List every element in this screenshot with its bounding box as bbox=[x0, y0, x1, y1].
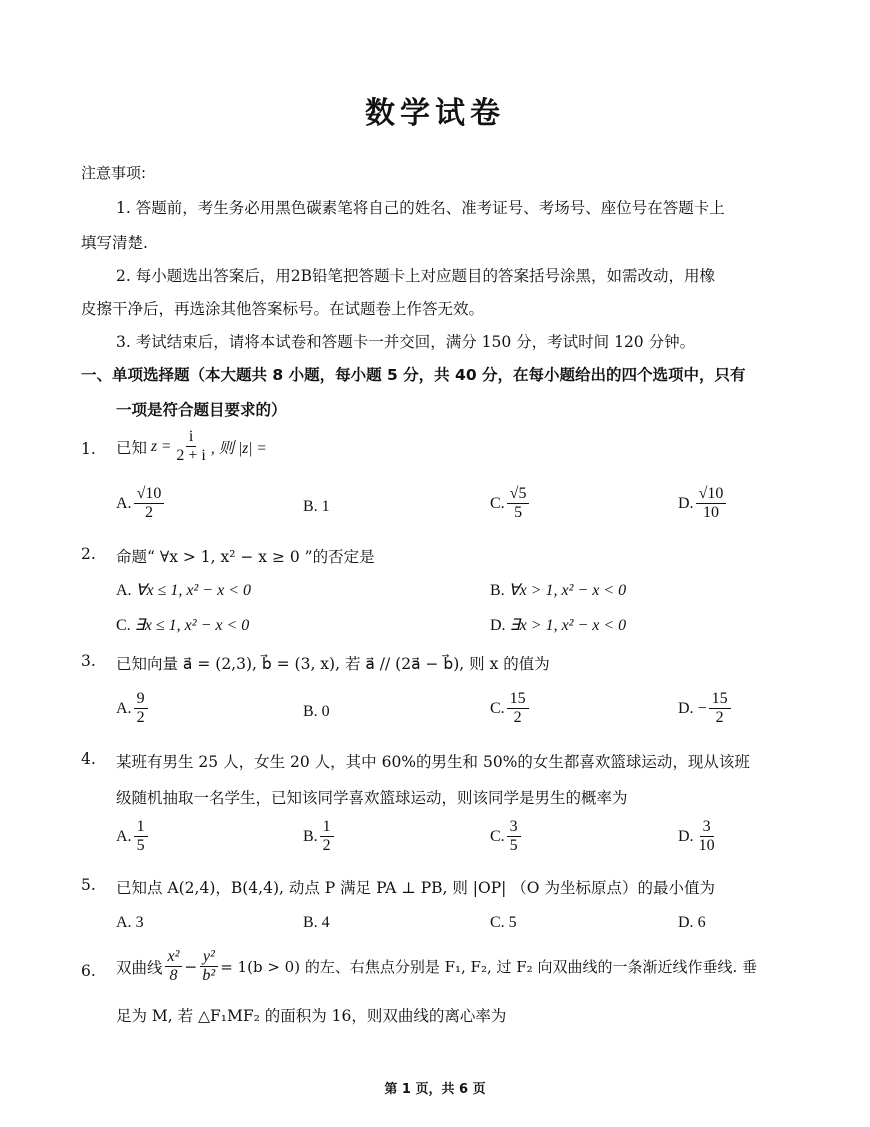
q3-option-b-label: B. bbox=[303, 703, 318, 720]
q5-option-b bbox=[303, 914, 330, 932]
q6-fraction-1-num: x² bbox=[165, 948, 183, 967]
q2-option-c-text: ∃x ≤ 1, x² − x < 0 bbox=[134, 617, 250, 634]
q3-option-c-label: C. bbox=[490, 699, 505, 717]
q5-number: 5. bbox=[81, 876, 96, 894]
q5-option-b-text: 4 bbox=[321, 914, 330, 931]
q4-option-a-fraction bbox=[134, 818, 148, 856]
q2-stem: 命题“ ∀x > 1, x² − x ≥ 0 ”的否定是 bbox=[116, 548, 375, 566]
q1-option-d-num: √10 bbox=[696, 485, 727, 504]
q3-option-a-num: 9 bbox=[134, 690, 148, 709]
q1-option-b-label: B. bbox=[303, 498, 318, 515]
q2-option-a-text: ∀x ≤ 1, x² − x < 0 bbox=[135, 582, 251, 599]
q5-option-c-text: 5 bbox=[508, 914, 517, 931]
q1-stem-suffix: , 则 |z| = bbox=[210, 439, 267, 457]
q1-option-a-label: A. bbox=[116, 494, 132, 512]
q3-option-a bbox=[116, 690, 150, 728]
q3-option-d-label: D. bbox=[678, 699, 694, 717]
q1-option-d-fraction bbox=[696, 485, 727, 523]
q2-option-d-label: D. bbox=[490, 617, 506, 634]
q4-option-b bbox=[303, 818, 336, 856]
q1-option-d-den: 10 bbox=[702, 504, 719, 522]
q4-option-a-den: 5 bbox=[136, 837, 145, 855]
q3-option-b bbox=[303, 703, 330, 721]
q6-stem bbox=[116, 948, 757, 986]
q3-option-d-fraction bbox=[709, 690, 731, 728]
q3-option-c-num: 15 bbox=[507, 690, 529, 709]
q5-option-a-label: A. bbox=[116, 914, 132, 931]
q1-stem-prefix: 已知 bbox=[116, 438, 148, 457]
q2-option-a-label: A. bbox=[116, 582, 132, 599]
q4-option-c-fraction bbox=[507, 818, 521, 856]
q4-option-b-num: 1 bbox=[320, 818, 334, 837]
q3-option-d bbox=[678, 690, 733, 728]
notice-item-2-line1: 2. 每小题选出答案后，用2B铅笔把答题卡上对应题目的答案括号涂黑，如需改动，用橡 bbox=[116, 267, 715, 285]
q1-option-d-label: D. bbox=[678, 494, 694, 512]
q4-number: 4. bbox=[81, 750, 96, 768]
q6-fraction-2-num: y² bbox=[200, 948, 218, 967]
q4-option-d-label: D. bbox=[678, 827, 694, 845]
q3-option-c-den: 2 bbox=[513, 709, 522, 727]
q4-option-b-label: B. bbox=[303, 827, 318, 845]
notice-heading: 注意事项: bbox=[81, 164, 147, 182]
q3-option-d-prefix: − bbox=[697, 699, 707, 717]
q5-option-b-label: B. bbox=[303, 914, 318, 931]
q5-option-c-label: C. bbox=[490, 914, 505, 931]
q3-option-b-text: 0 bbox=[321, 703, 330, 720]
q1-option-c-num: √5 bbox=[507, 485, 530, 504]
q3-option-c bbox=[490, 690, 531, 728]
q2-option-d bbox=[490, 615, 626, 635]
q5-option-d-label: D. bbox=[678, 914, 694, 931]
q3-option-a-fraction bbox=[134, 690, 148, 728]
q4-option-a-num: 1 bbox=[134, 818, 148, 837]
q4-line1: 某班有男生 25 人，女生 20 人，其中 60%的男生和 50%的女生都喜欢篮球运动，现从该班 bbox=[116, 753, 750, 771]
q3-stem: 已知向量 a⃗ = (2,3), b⃗ = (3, x), 若 a⃗ // (2a⃗ − b⃗), 则 x 的值为 bbox=[116, 655, 550, 673]
q1-option-c bbox=[490, 485, 531, 523]
q3-option-d-num: 15 bbox=[709, 690, 731, 709]
q5-stem: 已知点 A(2,4)，B(4,4), 动点 P 满足 PA ⊥ PB, 则 |OP| （O 为坐标原点）的最小值为 bbox=[116, 879, 715, 897]
q5-option-d-text: 6 bbox=[697, 914, 706, 931]
q3-option-c-fraction bbox=[507, 690, 529, 728]
q2-option-b-text: ∀x > 1, x² − x < 0 bbox=[508, 582, 627, 599]
q4-option-d bbox=[678, 818, 720, 856]
q2-number: 2. bbox=[81, 545, 96, 563]
page-title: 数学试卷 bbox=[365, 96, 505, 131]
q3-option-d-den: 2 bbox=[715, 709, 724, 727]
q1-option-c-label: C. bbox=[490, 494, 505, 512]
q4-option-d-num: 3 bbox=[700, 818, 714, 837]
q1-fraction-numerator: i bbox=[186, 428, 196, 447]
q6-fraction-2 bbox=[199, 948, 218, 986]
section-heading-line1: 一、单项选择题（本大题共 8 小题，每小题 5 分，共 40 分，在每小题给出的四个选项中，只有 bbox=[81, 366, 746, 384]
q5-option-a-text: 3 bbox=[135, 914, 144, 931]
q2-option-d-text: ∃x > 1, x² − x < 0 bbox=[509, 617, 627, 634]
q6-line2: 足为 M, 若 △F₁MF₂ 的面积为 16，则双曲线的离心率为 bbox=[116, 1007, 507, 1025]
notice-item-1-line1: 1. 答题前，考生务必用黑色碳素笔将自己的姓名、准考证号、考场号、座位号在答题卡上 bbox=[116, 199, 725, 217]
section-heading-line2: 一项是符合题目要求的） bbox=[116, 401, 287, 419]
page-footer: 第 1 页，共 6 页 bbox=[384, 1082, 486, 1097]
q4-option-c-label: C. bbox=[490, 827, 505, 845]
q2-option-b-label: B. bbox=[490, 582, 505, 599]
notice-item-1-line2: 填写清楚. bbox=[81, 234, 148, 252]
q1-stem bbox=[116, 428, 267, 466]
q1-option-a bbox=[116, 485, 166, 523]
q4-option-a bbox=[116, 818, 150, 856]
q1-number: 1. bbox=[81, 440, 96, 458]
q1-option-c-den: 5 bbox=[514, 504, 523, 522]
q1-option-c-fraction bbox=[507, 485, 530, 523]
q1-option-d bbox=[678, 485, 728, 523]
q3-number: 3. bbox=[81, 652, 96, 670]
q4-option-d-den: 10 bbox=[698, 837, 715, 855]
notice-item-3-line1: 3. 考试结束后，请将本试卷和答题卡一并交回，满分 150 分，考试时间 120 分钟。 bbox=[116, 333, 696, 351]
q4-option-b-fraction bbox=[320, 818, 334, 856]
q1-stem-formula: z = bbox=[151, 437, 172, 455]
q3-option-a-label: A. bbox=[116, 699, 132, 717]
q6-prefix: 双曲线 bbox=[116, 958, 163, 977]
q1-option-b bbox=[303, 498, 330, 516]
q4-option-c-num: 3 bbox=[507, 818, 521, 837]
q5-option-d bbox=[678, 914, 706, 932]
q4-option-a-label: A. bbox=[116, 827, 132, 845]
q6-minus: − bbox=[184, 957, 198, 976]
q1-option-a-den: 2 bbox=[144, 504, 153, 522]
q4-option-c-den: 5 bbox=[509, 837, 518, 855]
q2-option-c-label: C. bbox=[116, 617, 131, 634]
q3-option-a-den: 2 bbox=[136, 709, 145, 727]
q1-option-a-num: √10 bbox=[134, 485, 165, 504]
q1-option-a-fraction bbox=[134, 485, 165, 523]
q6-fraction-1 bbox=[165, 948, 183, 986]
q6-fraction-1-den: 8 bbox=[169, 967, 178, 985]
q6-suffix: = 1(b > 0) 的左、右焦点分别是 F₁, F₂, 过 F₂ 向双曲线的一条渐近线作垂线. 垂 bbox=[220, 958, 757, 977]
notice-item-2-line2: 皮擦干净后，再选涂其他答案标号。在试题卷上作答无效。 bbox=[81, 300, 485, 318]
q1-fraction-denominator: 2 + i bbox=[176, 447, 206, 465]
q2-option-c bbox=[116, 615, 249, 635]
q4-option-d-fraction bbox=[696, 818, 718, 856]
q1-fraction bbox=[173, 428, 208, 466]
q4-line2: 级随机抽取一名学生，已知该同学喜欢篮球运动，则该同学是男生的概率为 bbox=[116, 789, 628, 807]
q1-option-b-text: 1 bbox=[321, 498, 330, 515]
q2-option-b bbox=[490, 580, 626, 600]
q5-option-c bbox=[490, 914, 517, 932]
q4-option-c bbox=[490, 818, 523, 856]
q6-fraction-2-den: b² bbox=[202, 967, 216, 985]
q4-option-b-den: 2 bbox=[322, 837, 331, 855]
q6-number: 6. bbox=[81, 962, 96, 980]
q5-option-a bbox=[116, 914, 144, 932]
q2-option-a bbox=[116, 580, 251, 600]
